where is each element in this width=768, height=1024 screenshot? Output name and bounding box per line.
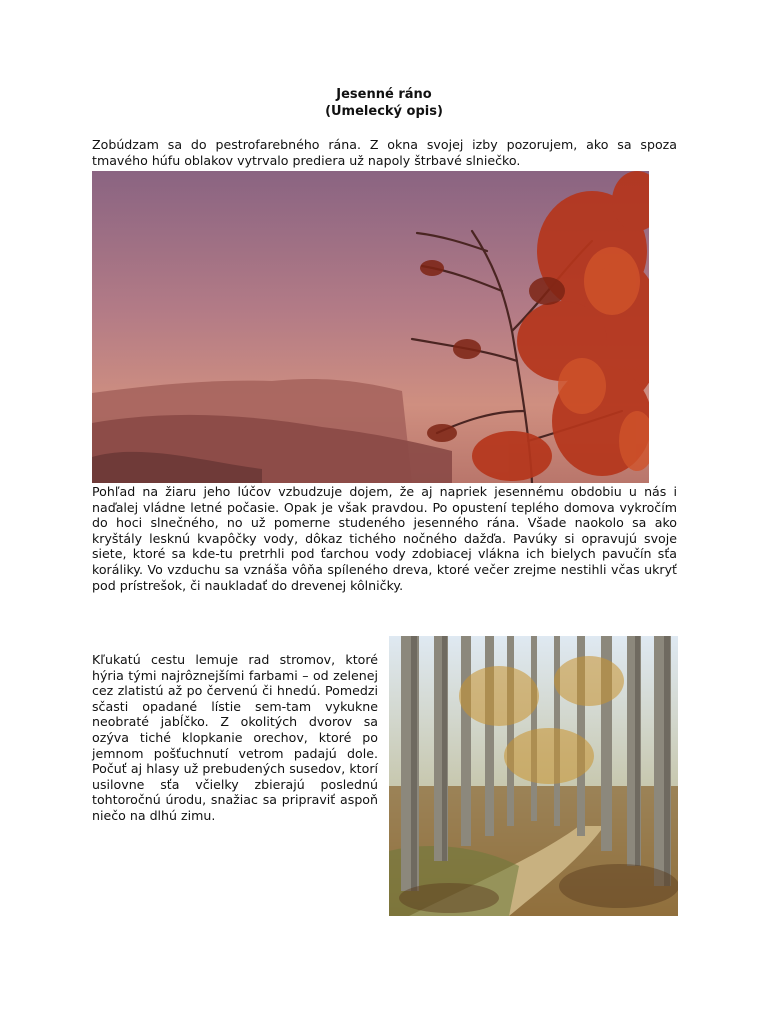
forest-path-photo [389,636,678,916]
paragraph-tree-lined-path: Kľukatú cestu lemuje rad stromov, ktoré hýria tými najrôznejšími farbami – od zelenej cez zlatistú až po červenú či hnedú. Pomedzi sčasti opadané lístie sem-tam vykukne neobraté jabĺčko. Z okolitých dvorov sa ozýva tiché klopkanie orechov, ktoré po jemnom pošťuchnutí vetrom padajú dole. Počuť aj hlasy už prebudených susedov, ktorí usilovne sťa včielky zbierajú poslednú tohtoročnú úrodu, snažiac sa pripraviť aspoň niečo na dlhú zimu. [92,652,378,823]
title-subtitle: (Umelecký opis) [325,104,443,119]
autumn-sunrise-photo [92,171,649,483]
paragraph-intro: Zobúdzam sa do pestrofarebného rána. Z okna svojej izby pozorujem, ako sa spoza tmavého húfu oblakov vytrvalo prediera už napoly štrbavé slniečko. [92,137,677,168]
document-title [0,86,768,120]
title-main: Jesenné ráno [336,87,432,102]
paragraph-morning-walk: Pohľad na žiaru jeho lúčov vzbudzuje dojem, že aj napriek jesennému obdobiu u nás i naďalej vládne letné počasie. Opak je však pravdou. Po opustení teplého domova vykročím do hoci slnečného, no už pomerne studeného jesenného rána. Všade naokolo sa ako kryštály lesknú kvapôčky vody, dôkaz tichého nočného dažďa. Pavúky si opravujú svoje siete, ktoré sa kde-tu pretrhli pod ťarchou vody zdobiacej vlákna ich bielych pavučín sťa koráliky. Vo vzduchu sa vznáša vôňa spíleného dreva, ktoré večer zrejme nestihli včas ukryť pod prístrešok, či naukladať do drevenej kôlničky. [92,484,677,593]
